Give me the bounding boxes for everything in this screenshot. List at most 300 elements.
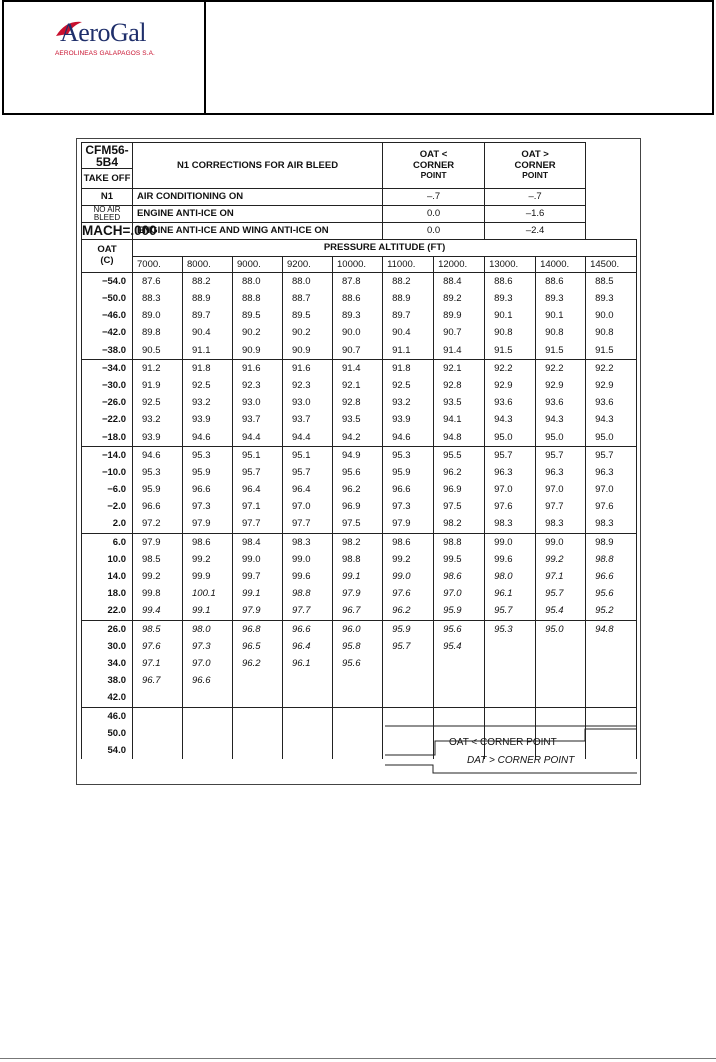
oat-header-line1: OAT [97,244,117,256]
value-cell: 90.7 [434,325,485,342]
value-cell: 97.3 [183,498,233,515]
oat-cell: 18.0 [82,585,133,602]
value-cell: 94.2 [333,429,383,447]
oat-lt-line2: CORNER [412,159,455,171]
value-cell: 91.1 [383,342,434,360]
value-cell [434,655,485,672]
value-cell: 96.4 [283,638,333,655]
oat-gt-line2: CORNER [514,159,556,171]
value-cell: 94.6 [383,429,434,447]
table-row [82,307,637,324]
mach-label: MACH=.000 [82,223,157,239]
oat-cell: 54.0 [82,742,133,759]
value-cell: 96.6 [383,481,434,498]
value-cell: 90.0 [333,325,383,342]
value-cell: 97.0 [485,481,536,498]
value-cell: 89.5 [283,307,333,324]
value-cell: 96.6 [283,620,333,638]
value-cell: 97.6 [586,498,637,515]
value-cell: 99.0 [283,551,333,568]
legend-stair-lines [385,711,637,781]
value-cell: 92.3 [283,377,333,394]
value-cell: 95.8 [333,638,383,655]
value-cell: 90.9 [283,342,333,360]
value-cell: 98.2 [333,533,383,551]
value-cell: 98.6 [434,568,485,585]
value-cell [485,638,536,655]
altitude-header-cell: 10000. [333,257,383,273]
oat-cell: 42.0 [82,690,133,708]
value-cell: 99.6 [485,551,536,568]
value-cell: 95.7 [383,638,434,655]
value-cell: 97.7 [233,516,283,534]
value-cell: 93.0 [283,394,333,411]
value-cell: 92.5 [383,377,434,394]
takeoff-label: TAKE OFF [82,169,133,189]
table-row [82,690,637,708]
value-cell: 97.0 [434,585,485,602]
value-cell [536,655,586,672]
value-cell: 98.8 [333,551,383,568]
correction-gt-value: –2.4 [485,223,586,240]
value-cell: 97.9 [333,585,383,602]
value-cell [233,690,283,708]
value-cell: 92.2 [485,359,536,377]
value-cell: 98.8 [434,533,485,551]
value-cell: 97.6 [485,498,536,515]
value-cell: 96.6 [183,481,233,498]
value-cell [586,638,637,655]
altitude-header-cell: 12000. [434,257,485,273]
value-cell: 87.8 [333,273,383,291]
value-cell [485,672,536,689]
value-cell: 90.0 [586,307,637,324]
value-cell: 98.3 [283,533,333,551]
value-cell: 95.9 [183,464,233,481]
table-row [82,585,637,602]
altitude-header-cell: 9200. [283,257,333,273]
altitude-header-row [82,257,637,273]
table-row [82,342,637,360]
table-row [82,394,637,411]
value-cell: 95.6 [333,464,383,481]
pressure-altitude-header: PRESSURE ALTITUDE (FT) [133,240,637,257]
value-cell [333,707,383,725]
value-cell: 97.0 [283,498,333,515]
oat-cell: −34.0 [82,359,133,377]
value-cell: 97.0 [536,481,586,498]
value-cell: 99.0 [536,533,586,551]
value-cell [485,690,536,708]
value-cell: 94.1 [434,412,485,429]
oat-cell: −54.0 [82,273,133,291]
value-cell: 91.8 [383,359,434,377]
oat-header [82,240,133,273]
value-cell: 87.6 [133,273,183,291]
value-cell: 95.3 [183,446,233,464]
value-cell: 98.5 [133,551,183,568]
oat-header-line2: (C) [100,255,114,266]
oat-cell: 30.0 [82,638,133,655]
value-cell: 95.4 [434,638,485,655]
altitude-header-cell: 8000. [183,257,233,273]
value-cell: 91.6 [283,359,333,377]
value-cell: 88.7 [283,290,333,307]
value-cell: 96.4 [283,481,333,498]
value-cell: 93.2 [183,394,233,411]
value-cell: 95.7 [485,446,536,464]
value-cell: 96.2 [333,481,383,498]
value-cell [133,725,183,742]
value-cell: 95.2 [586,603,637,621]
value-cell: 88.5 [586,273,637,291]
value-cell: 97.7 [536,498,586,515]
oat-cell: −18.0 [82,429,133,447]
oat-cell: −46.0 [82,307,133,324]
value-cell: 94.3 [485,412,536,429]
value-cell [233,707,283,725]
correction-lt-value: –.7 [383,189,485,206]
value-cell: 95.9 [383,464,434,481]
value-cell [586,672,637,689]
value-cell: 97.0 [586,481,637,498]
value-cell: 95.3 [485,620,536,638]
value-cell: 92.5 [133,394,183,411]
value-cell: 88.6 [333,290,383,307]
value-cell: 95.7 [536,585,586,602]
altitude-header-cell: 14000. [536,257,586,273]
value-cell: 97.5 [333,516,383,534]
value-cell: 95.0 [536,429,586,447]
value-cell: 90.4 [183,325,233,342]
oat-lt-corner-header [383,143,485,189]
value-cell [536,690,586,708]
value-cell: 95.3 [133,464,183,481]
value-cell: 88.0 [233,273,283,291]
value-cell: 95.9 [133,481,183,498]
value-cell: 88.6 [485,273,536,291]
value-cell: 96.2 [233,655,283,672]
value-cell: 96.8 [233,620,283,638]
oat-cell: 46.0 [82,707,133,725]
table-row [82,568,637,585]
value-cell: 99.1 [183,603,233,621]
value-cell: 95.0 [485,429,536,447]
value-cell: 93.2 [133,412,183,429]
correction-gt-value: –.7 [485,189,586,206]
value-cell: 96.2 [434,464,485,481]
value-cell: 92.1 [333,377,383,394]
value-cell: 90.9 [233,342,283,360]
value-cell: 98.3 [485,516,536,534]
oat-cell: 26.0 [82,620,133,638]
value-cell: 96.3 [586,464,637,481]
value-cell: 95.4 [536,603,586,621]
value-cell: 95.1 [283,446,333,464]
spacer-cell [586,206,637,223]
value-cell: 92.9 [536,377,586,394]
value-cell [383,655,434,672]
value-cell: 100.1 [183,585,233,602]
oat-cell: −6.0 [82,481,133,498]
table-row [82,377,637,394]
value-cell: 91.6 [233,359,283,377]
n1-corrections-table [81,142,637,759]
value-cell: 99.1 [233,585,283,602]
value-cell: 90.8 [586,325,637,342]
value-cell [283,707,333,725]
value-cell [383,672,434,689]
value-cell: 90.8 [485,325,536,342]
engine-label: CFM56-5B4 [82,143,133,169]
value-cell: 95.5 [434,446,485,464]
value-cell: 98.9 [586,533,637,551]
altitude-header-cell: 7000. [133,257,183,273]
value-cell: 98.0 [485,568,536,585]
value-cell: 96.6 [586,568,637,585]
value-cell: 99.1 [333,568,383,585]
value-cell [333,725,383,742]
table-row [82,551,637,568]
value-cell: 93.6 [536,394,586,411]
value-cell: 89.3 [485,290,536,307]
value-cell: 88.8 [233,290,283,307]
value-cell: 95.6 [586,585,637,602]
value-cell: 92.3 [233,377,283,394]
value-cell: 94.3 [536,412,586,429]
value-cell: 96.0 [333,620,383,638]
value-cell: 97.9 [383,516,434,534]
value-cell: 95.9 [383,620,434,638]
value-cell: 90.4 [383,325,434,342]
value-cell: 96.1 [485,585,536,602]
value-cell [233,742,283,759]
oat-cell: 2.0 [82,516,133,534]
value-cell [183,725,233,742]
value-cell: 97.3 [383,498,434,515]
value-cell: 93.7 [233,412,283,429]
value-cell [283,690,333,708]
value-cell: 92.5 [183,377,233,394]
value-cell: 95.9 [434,603,485,621]
value-cell [183,742,233,759]
value-cell: 95.6 [434,620,485,638]
value-cell: 88.9 [383,290,434,307]
value-cell [133,690,183,708]
value-cell [536,672,586,689]
spacer-cell [586,143,637,169]
logo-tagline: AEROLINEAS GALAPAGOS S.A. [55,50,155,57]
value-cell: 95.6 [333,655,383,672]
value-cell: 93.5 [333,412,383,429]
value-cell: 88.4 [434,273,485,291]
table-title: N1 CORRECTIONS FOR AIR BLEED [133,143,383,189]
value-cell: 97.1 [536,568,586,585]
table-row [82,498,637,515]
value-cell: 91.5 [536,342,586,360]
value-cell: 98.5 [133,620,183,638]
oat-cell: −26.0 [82,394,133,411]
table-row [82,481,637,498]
value-cell: 98.4 [233,533,283,551]
correction-lt-value: 0.0 [383,223,485,240]
table-row [82,620,637,638]
value-cell: 88.3 [133,290,183,307]
value-cell: 90.7 [333,342,383,360]
value-cell: 98.3 [536,516,586,534]
altitude-header-cell: 14500. [586,257,637,273]
oat-cell: 22.0 [82,603,133,621]
altitude-header-cell: 9000. [233,257,283,273]
value-cell: 97.7 [283,516,333,534]
value-cell: 97.7 [283,603,333,621]
value-cell [283,725,333,742]
value-cell [536,638,586,655]
oat-cell: −50.0 [82,290,133,307]
value-cell: 92.8 [434,377,485,394]
value-cell: 95.7 [536,446,586,464]
value-cell [133,742,183,759]
spacer-cell [586,169,637,189]
correction-label: ENGINE ANTI-ICE AND WING ANTI-ICE ON [133,223,383,240]
page-footer-line [0,1058,716,1059]
correction-lt-value: 0.0 [383,206,485,223]
oat-cell: 38.0 [82,672,133,689]
value-cell: 95.7 [485,603,536,621]
value-cell: 88.9 [183,290,233,307]
value-cell: 89.2 [434,290,485,307]
value-cell: 97.1 [133,655,183,672]
value-cell: 91.4 [333,359,383,377]
value-cell: 91.5 [586,342,637,360]
value-cell: 89.7 [183,307,233,324]
value-cell: 90.2 [283,325,333,342]
value-cell: 96.3 [536,464,586,481]
value-cell: 93.9 [383,412,434,429]
value-cell: 89.0 [133,307,183,324]
value-cell: 97.9 [183,516,233,534]
table-row [82,446,637,464]
value-cell: 95.0 [586,429,637,447]
value-cell: 92.2 [586,359,637,377]
table-row [82,464,637,481]
value-cell: 96.9 [333,498,383,515]
value-cell: 90.8 [536,325,586,342]
value-cell: 97.2 [133,516,183,534]
value-cell: 99.4 [133,603,183,621]
value-cell [333,742,383,759]
table-row [82,359,637,377]
oat-gt-corner-header [485,143,586,189]
value-cell: 90.5 [133,342,183,360]
value-cell: 93.5 [434,394,485,411]
no-air-bleed-label: NO AIR BLEED [82,206,133,223]
value-cell: 99.6 [283,568,333,585]
value-cell: 96.4 [233,481,283,498]
oat-cell: 14.0 [82,568,133,585]
value-cell: 94.6 [133,446,183,464]
value-cell [434,690,485,708]
value-cell: 91.5 [485,342,536,360]
value-cell: 97.9 [233,603,283,621]
table-body [82,273,637,760]
legend-below-corner: OAT < CORNER POINT [449,737,557,748]
value-cell [586,690,637,708]
oat-gt-line1: OAT > [521,149,549,161]
value-cell: 88.6 [536,273,586,291]
table-row [82,672,637,689]
value-cell: 91.8 [183,359,233,377]
header-divider [204,2,206,113]
value-cell: 95.0 [536,620,586,638]
value-cell: 91.4 [434,342,485,360]
value-cell [485,655,536,672]
document-header [2,0,714,115]
value-cell: 89.9 [434,307,485,324]
value-cell [183,707,233,725]
value-cell: 94.4 [283,429,333,447]
aerogal-logo [52,16,182,56]
value-cell: 92.9 [485,377,536,394]
value-cell: 98.8 [586,551,637,568]
value-cell: 96.6 [133,498,183,515]
n1-label: N1 [82,189,133,206]
value-cell: 97.0 [183,655,233,672]
value-cell: 98.6 [183,533,233,551]
correction-label: AIR CONDITIONING ON [133,189,383,206]
value-cell: 95.3 [383,446,434,464]
value-cell: 95.7 [233,464,283,481]
oat-cell: −38.0 [82,342,133,360]
value-cell: 93.0 [233,394,283,411]
table-row [82,412,637,429]
correction-label: ENGINE ANTI-ICE ON [133,206,383,223]
value-cell [333,690,383,708]
value-cell [283,742,333,759]
value-cell: 97.3 [183,638,233,655]
value-cell: 95.7 [283,464,333,481]
value-cell: 92.1 [434,359,485,377]
value-cell: 98.2 [434,516,485,534]
value-cell: 93.9 [133,429,183,447]
oat-lt-line3: POINT [420,170,447,181]
value-cell: 93.6 [485,394,536,411]
oat-cell: −14.0 [82,446,133,464]
value-cell: 93.7 [283,412,333,429]
value-cell: 90.1 [485,307,536,324]
oat-cell: −10.0 [82,464,133,481]
value-cell: 89.3 [333,307,383,324]
value-cell: 96.2 [383,603,434,621]
value-cell: 88.2 [183,273,233,291]
value-cell [133,707,183,725]
oat-cell: 34.0 [82,655,133,672]
value-cell: 96.9 [434,481,485,498]
value-cell [333,672,383,689]
value-cell: 97.6 [383,585,434,602]
value-cell: 94.8 [434,429,485,447]
value-cell: 92.2 [536,359,586,377]
value-cell: 94.6 [183,429,233,447]
value-cell: 91.9 [133,377,183,394]
value-cell: 89.8 [133,325,183,342]
value-cell: 88.2 [383,273,434,291]
value-cell: 89.3 [586,290,637,307]
n1-table-frame [76,138,641,785]
value-cell: 99.2 [536,551,586,568]
table-row [82,655,637,672]
value-cell: 98.0 [183,620,233,638]
